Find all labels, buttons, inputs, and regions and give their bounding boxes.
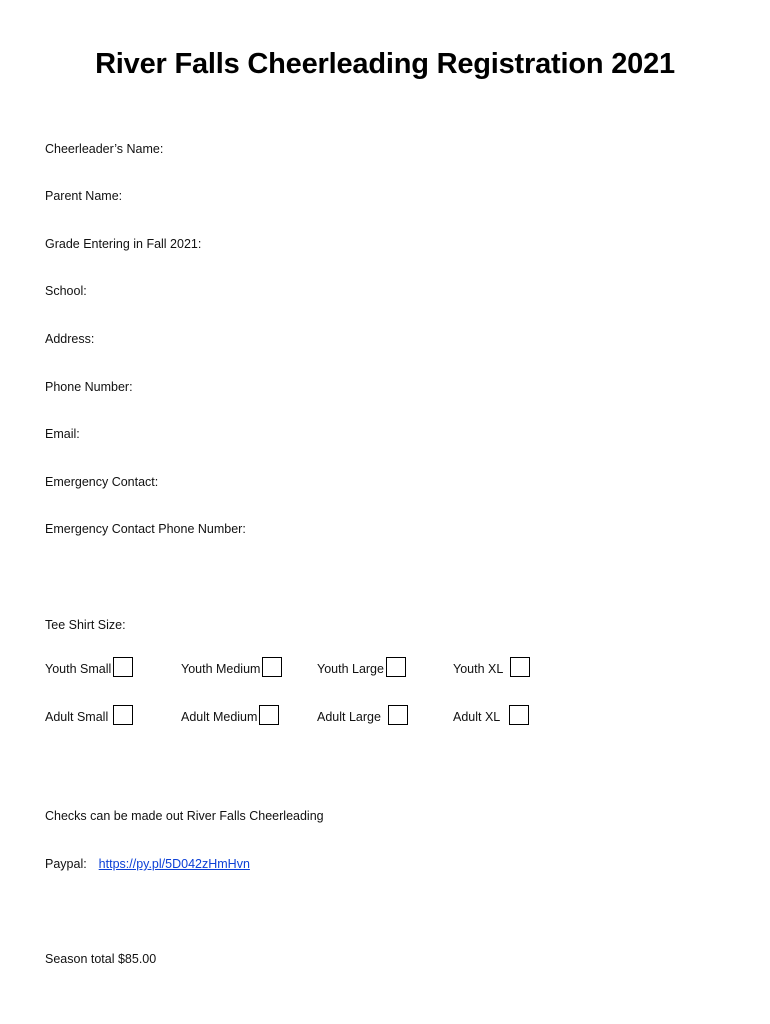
paypal-line [45, 856, 250, 872]
youth-large-checkbox[interactable] [386, 657, 406, 677]
youth-large-option[interactable] [317, 657, 406, 677]
youth-xl-option[interactable] [453, 657, 530, 677]
page-title: River Falls Cheerleading Registration 2021 [95, 48, 675, 80]
emergency-contact-phone-label: Emergency Contact Phone Number: [45, 522, 246, 536]
school-label: School: [45, 284, 87, 298]
phone-number-label: Phone Number: [45, 380, 133, 394]
adult-large-label: Adult Large [317, 710, 381, 724]
adult-xl-checkbox[interactable] [509, 705, 529, 725]
youth-small-option[interactable] [45, 657, 133, 677]
adult-small-checkbox[interactable] [113, 705, 133, 725]
paypal-link[interactable]: https://py.pl/5D042zHmHvn [98, 857, 250, 871]
youth-medium-checkbox[interactable] [262, 657, 282, 677]
address-label: Address: [45, 332, 95, 346]
adult-medium-checkbox[interactable] [259, 705, 279, 725]
adult-small-label: Adult Small [45, 710, 109, 724]
grade-label: Grade Entering in Fall 2021: [45, 237, 202, 251]
youth-medium-option[interactable] [181, 657, 282, 677]
youth-xl-checkbox[interactable] [510, 657, 530, 677]
adult-xl-label: Adult XL [453, 710, 501, 724]
youth-large-label: Youth Large [317, 662, 384, 676]
youth-small-label: Youth Small [45, 662, 112, 676]
season-total: Season total $85.00 [45, 952, 157, 966]
youth-small-checkbox[interactable] [113, 657, 133, 677]
adult-medium-label: Adult Medium [181, 710, 258, 724]
adult-large-option[interactable] [317, 705, 408, 725]
parent-name-label: Parent Name: [45, 189, 123, 203]
adult-medium-option[interactable] [181, 705, 279, 725]
youth-medium-label: Youth Medium [181, 662, 261, 676]
adult-xl-option[interactable] [453, 705, 529, 725]
checks-note: Checks can be made out River Falls Cheerleading [45, 809, 324, 823]
cheerleader-name-label: Cheerleader’s Name: [45, 142, 164, 156]
emergency-contact-label: Emergency Contact: [45, 475, 159, 489]
paypal-label: Paypal: [45, 857, 87, 871]
adult-small-option[interactable] [45, 705, 133, 725]
tee-shirt-size-label: Tee Shirt Size: [45, 618, 126, 632]
adult-large-checkbox[interactable] [388, 705, 408, 725]
email-label: Email: [45, 427, 80, 441]
youth-xl-label: Youth XL [453, 662, 504, 676]
